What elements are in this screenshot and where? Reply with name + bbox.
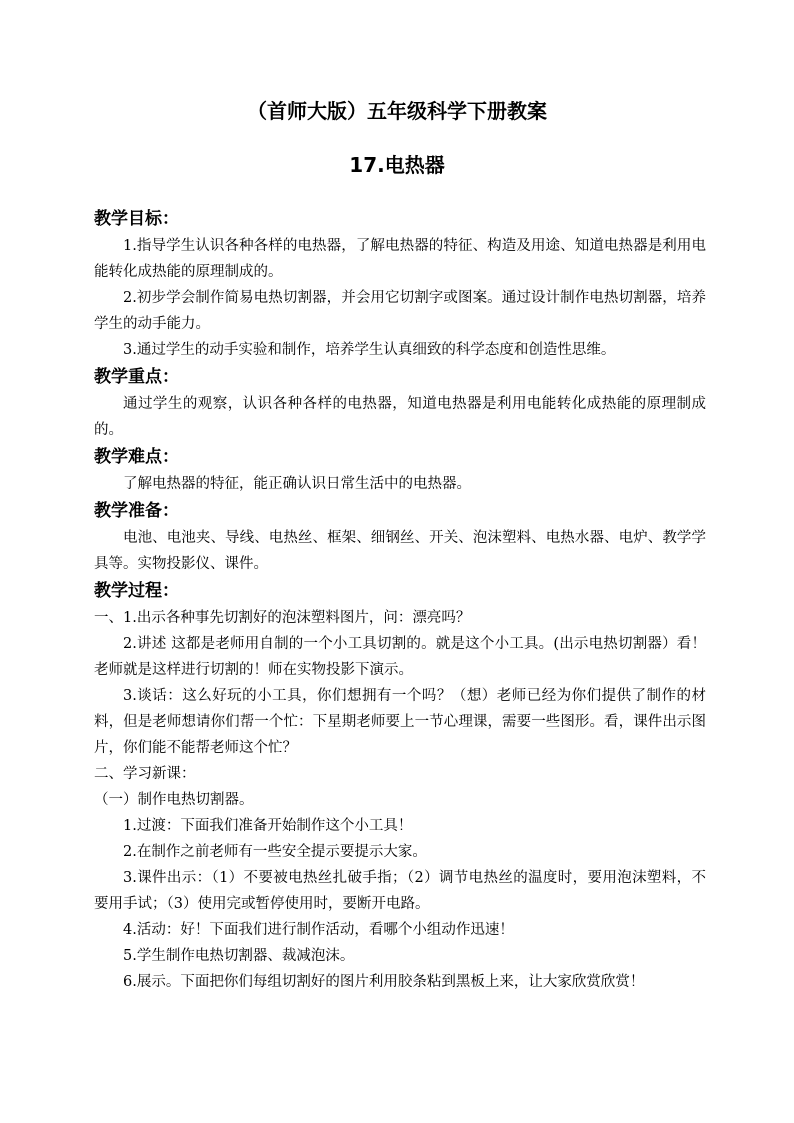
process-item: 2.讲述 这都是老师用自制的一个小工具切割的。就是这个小工具。(出示电热切割器）看！老师就是这样进行切割的！师在实物投影下演示。: [94, 636, 706, 678]
process-heading: 教学过程：: [94, 581, 179, 601]
goal-item: 2.初步学会制作简易电热切割器，并会用它切割字或图案。通过设计制作电热切割器，培养学生的动手能力。: [94, 290, 706, 332]
process-part1-first: 一、1.出示各种事先切割好的泡沫塑料图片，问：漂亮吗？: [94, 610, 471, 626]
process-part2-heading: 二、学习新课：: [94, 766, 196, 782]
difficulties-heading: 教学难点：: [94, 447, 179, 467]
key-points-heading: 教学重点：: [94, 367, 179, 387]
goal-item: 1.指导学生认识各种各样的电热器，了解电热器的特征、构造及用途、知道电热器是利用电能转化成热能的原理制成的。: [94, 238, 706, 280]
process-item: 3.课件出示：（1）不要被电热丝扎破手指；（2）调节电热丝的温度时，要用泡沫塑料，不要用手试；（3）使用完或暂停使用时，要断开电路。: [94, 870, 706, 912]
goals-heading: 教学目标：: [94, 209, 179, 229]
key-points-text: 通过学生的观察，认识各种各样的电热器，知道电热器是利用电能转化成热能的原理制成的。: [94, 396, 706, 438]
process-sub1-heading: （一）制作电热切割器。: [94, 792, 254, 808]
document-body: [94, 205, 706, 995]
process-item: 3.谈话：这么好玩的小工具，你们想拥有一个吗？（想）老师已经为你们提供了制作的材料，但是老师想请你们帮一个忙：下星期老师要上一节心理课，需要一些图形。看，课件出示图片，你们能不能帮老师这个忙？: [94, 688, 706, 756]
process-item: 5.学生制作电热切割器、裁减泡沫。: [123, 948, 355, 964]
preparation-text: 电池、电池夹、导线、电热丝、框架、细钢丝、开关、泡沫塑料、电热水器、电炉、教学学具等。实物投影仪、课件。: [94, 530, 706, 572]
goal-item: 3.通过学生的动手实验和制作，培养学生认真细致的科学态度和创造性思维。: [123, 342, 616, 358]
lesson-title: 17.电热器: [349, 153, 445, 177]
process-item: 1.过渡：下面我们准备开始制作这个小工具！: [123, 818, 413, 834]
preparation-heading: 教学准备：: [94, 501, 179, 521]
process-item: 6.展示。下面把你们每组切割好的图片利用胶条粘到黑板上来，让大家欣赏欣赏！: [123, 974, 645, 990]
process-item: 4.活动：好！下面我们进行制作活动，看哪个小组动作迅速！: [123, 922, 514, 938]
document-title: （首师大版）五年级科学下册教案: [247, 99, 547, 123]
difficulties-text: 了解电热器的特征，能正确认识日常生活中的电热器。: [123, 476, 471, 492]
process-item: 2.在制作之前老师有一些安全提示要提示大家。: [123, 844, 427, 860]
